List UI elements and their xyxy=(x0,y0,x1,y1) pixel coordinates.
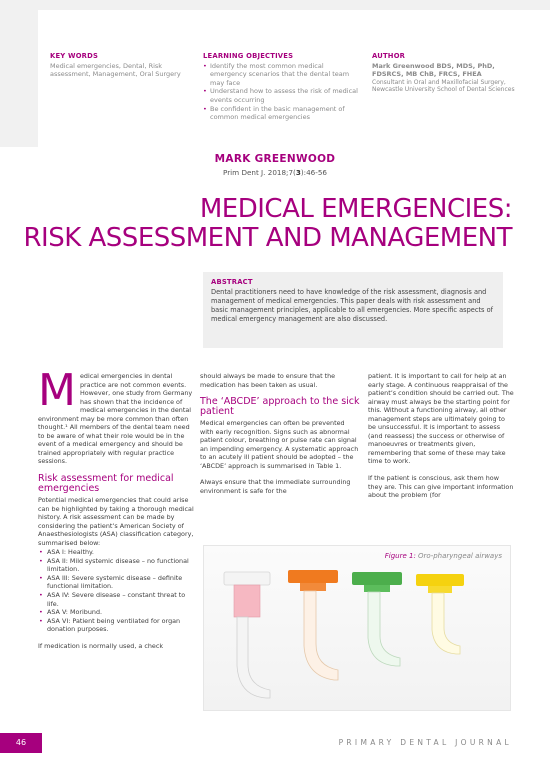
col3-paragraph-2: If the patient is conscious, ask them how they are. This can give important information about the problem (for xyxy=(368,474,514,500)
page-footer xyxy=(0,733,550,753)
airway-white xyxy=(224,572,270,698)
asa-item: • ASA I: Healthy. xyxy=(38,548,194,557)
figure-1 xyxy=(203,545,511,711)
asa-item: • ASA VI: Patient being ventilated for organ donation purposes. xyxy=(38,617,194,634)
citation-issue: 3 xyxy=(295,168,301,177)
objective-item: • Understand how to assess the risk of medical events occurring xyxy=(203,87,358,104)
top-strip xyxy=(0,0,550,10)
byline-author: MARK GREENWOOD xyxy=(214,153,336,165)
asa-item: • ASA II: Mild systemic disease – no functional limitation. xyxy=(38,557,194,574)
asa-item: • ASA V: Moribund. xyxy=(38,608,194,617)
citation xyxy=(0,168,550,177)
body-column-1 xyxy=(38,365,194,658)
col2-paragraph-1: should always be made to ensure that the medication has been taken as usual. xyxy=(200,372,336,389)
col2-paragraph-2: Medical emergencies can often be prevented with early recognition. Signs such as abnormal patient colour, breathing or pulse rate can signal an impending emergency. A systematic approach to an acutely ill patient should be adopted – the ‘ABCDE’ approach is summarised in Table 1. xyxy=(200,419,359,470)
article-title-line-2: RISK ASSESSMENT AND MANAGEMENT xyxy=(23,223,512,253)
body-column-2 xyxy=(200,372,360,503)
risk-paragraph: Potential medical emergencies that could arise can be highlighted by taking a thorough medical history. A risk assessment can be made by considering the patient’s American Society of Anaesthesiologists (ASA) classification category, summarised below: xyxy=(38,496,194,547)
figure-label: Figure 1: xyxy=(384,552,416,560)
closing-paragraph: If medication is normally used, a check xyxy=(38,641,164,650)
intro-text: edical emergencies in dental practice are not common events. However, one study from Germany has shown that the incidence of medical emergencies in the dental environment may be more common than often thought.¹ All members of the dental team need to be aware of what their role would be in the event of a medical emergency and should be trained appropriately with regular practice sessions. xyxy=(38,372,193,466)
objective-item: • Identify the most common medical emergency scenarios that the dental team may face xyxy=(203,62,358,88)
left-margin-bar xyxy=(0,0,38,147)
oropharyngeal-airways-photo xyxy=(204,546,511,711)
abstract-box xyxy=(203,272,503,348)
abstract-label: ABSTRACT xyxy=(211,278,253,286)
citation-pages: ):46-56 xyxy=(300,168,327,177)
citation-year: 2018;7( xyxy=(267,168,296,177)
citation-journal: Prim Dent J. xyxy=(223,168,266,177)
objective-item: • Be confident in the basic management of common medical emergencies xyxy=(203,105,358,122)
section-heading-abcde: The ‘ABCDE’ approach to the sick patient xyxy=(200,396,360,418)
journal-name: PRIMARY DENTAL JOURNAL xyxy=(338,738,512,747)
keywords-label: KEY WORDS xyxy=(50,52,99,60)
col2-paragraph-3: Always ensure that the immediate surrounding environment is safe for the xyxy=(200,478,351,495)
airway-yellow xyxy=(416,574,464,654)
figure-caption-text: Oro-pharyngeal airways xyxy=(418,552,502,560)
airway-green xyxy=(352,572,402,666)
author-credentials: Mark Greenwood BDS, MDS, PhD, FDSRCS, MB ChB, FRCS, FHEA xyxy=(372,61,495,79)
author-affiliation: Consultant in Oral and Maxillofacial Surgery, Newcastle University School of Dental Sciences xyxy=(372,78,515,94)
intro-paragraph xyxy=(38,365,194,466)
page-number: 46 xyxy=(0,733,42,753)
learning-objectives-block xyxy=(203,52,358,122)
objectives-list xyxy=(203,62,358,122)
author-block xyxy=(372,52,522,94)
abstract-text: Dental practitioners need to have knowledge of the risk assessment, diagnosis and management of medical emergencies. This paper deals with risk assessment and basic management principles, applicable to all emergencies. More specific aspects of medical emergency management are also discussed. xyxy=(211,287,493,323)
asa-list xyxy=(38,548,194,633)
body-column-3 xyxy=(368,372,514,508)
keywords-block xyxy=(50,52,195,79)
asa-item: • ASA IV: Severe disease – constant threat to life. xyxy=(38,591,194,608)
drop-cap: M xyxy=(38,365,76,416)
keywords-text: Medical emergencies, Dental, Risk assessment, Management, Oral Surgery xyxy=(50,61,181,79)
section-heading-risk: Risk assessment for medical emergencies xyxy=(38,473,174,495)
col3-paragraph-1: patient. It is important to call for help at an early stage. A continuous reappraisal of the patient’s condition should be carried out. The airway must always be the starting point for this. Without a functioning airway, all other management steps are ultimately going to be unsuccessful. It is important to assess (and reassess) the success or otherwise of manoeuvres or treatments given, remembering that some of these may take time to work. xyxy=(368,372,514,466)
article-title-line-1: MEDICAL EMERGENCIES: xyxy=(199,194,512,224)
asa-item: • ASA III: Severe systemic disease – definite functional limitation. xyxy=(38,574,194,591)
figure-caption xyxy=(385,552,502,560)
objectives-label: LEARNING OBJECTIVES xyxy=(203,52,294,60)
author-label: AUTHOR xyxy=(372,52,406,60)
airway-orange xyxy=(288,570,338,680)
